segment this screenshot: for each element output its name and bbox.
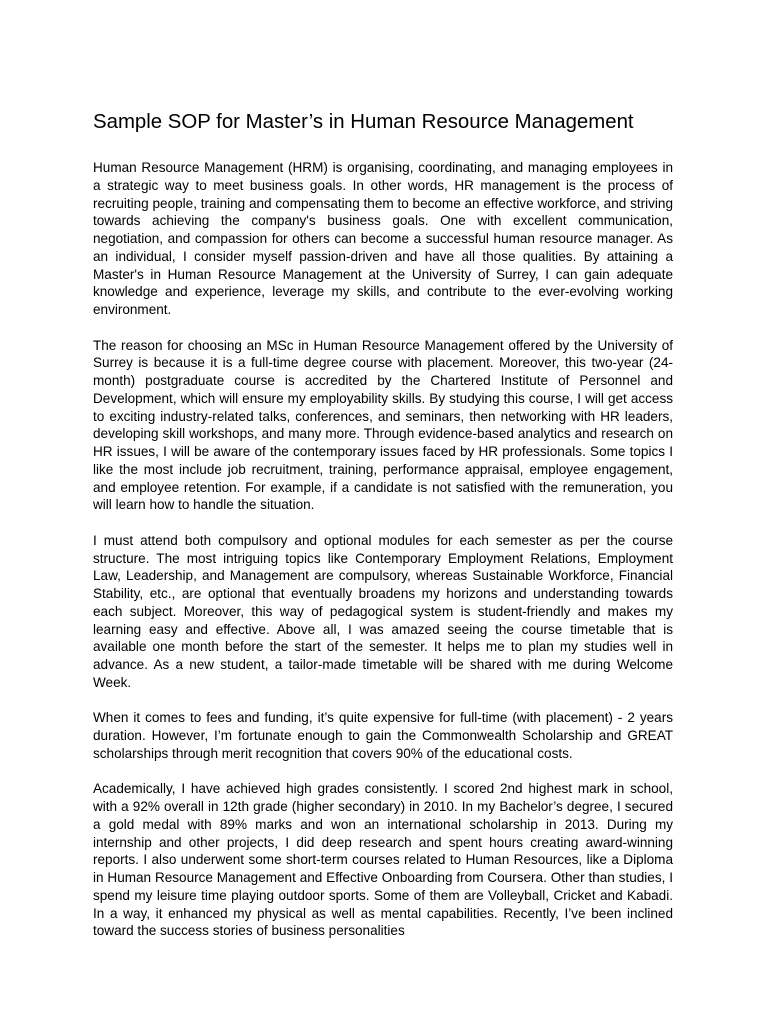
paragraph-modules: I must attend both compulsory and optional modules for each semester as per the course structure. The most intriguing topics like Contemporary Employment Relations, Employment Law, Leadership, and Management are compulsory, whereas Sustainable Workforce, Financial Stability, etc., are optional that eventually broadens my horizons and understanding towards each subject. Moreover, this way of pedagogical system is student-friendly and makes my learning easy and effective. Above all, I was amazed seeing the course timetable that is available one month before the start of the semester. It helps me to plan my studies well in advance. As a new student, a tailor-made timetable will be shared with me during Welcome Week. — [93, 532, 673, 690]
paragraph-fees-funding: When it comes to fees and funding, it’s quite expensive for full-time (with placement) - 2 years duration. However, I’m fortunate enough to gain the Commonwealth Scholarship and GREAT scholarships through merit recognition that covers 90% of the educational costs. — [93, 710, 673, 761]
document-title: Sample SOP for Master’s in Human Resource Management — [93, 111, 634, 133]
paragraph-academics: Academically, I have achieved high grades consistently. I scored 2nd highest mark in school, with a 92% overall in 12th grade (higher secondary) in 2010. In my Bachelor’s degree, I secured a gold medal with 89% marks and won an international scholarship in 2013. During my internship and other projects, I did deep research and spent hours creating award-winning reports. I also underwent some short-term courses related to Human Resources, like a Diploma in Human Resource Management and Effective Onboarding from Coursera. Other than studies, I spend my leisure time playing outdoor sports. Some of them are Volleyball, Cricket and Kabadi. In a way, it enhanced my physical as well as mental capabilities. Recently, I’ve been inclined toward the success stories of business personalities — [93, 781, 673, 939]
paragraph-course-choice: The reason for choosing an MSc in Human Resource Management offered by the University of Surrey is because it is a full-time degree course with placement. Moreover, this two-year (24-month) postgraduate course is accredited by the Chartered Institute of Personnel and Development, which will ensure my employability skills. By studying this course, I will get access to exciting industry-related talks, conferences, and seminars, then networking with HR leaders, developing skill workshops, and many more. Through evidence-based analytics and research on HR issues, I will be aware of the contemporary issues faced by HR professionals. Some topics I like the most include job recruitment, training, performance appraisal, employee engagement, and employee retention. For example, if a candidate is not satisfied with the remuneration, you will learn how to handle the situation. — [93, 337, 673, 513]
document-body — [93, 159, 673, 958]
paragraph-introduction: Human Resource Management (HRM) is organising, coordinating, and managing employees in a strategic way to meet business goals. In other words, HR management is the process of recruiting people, training and compensating them to become an effective workforce, and striving towards achieving the company's business goals. One with excellent communication, negotiation, and compassion for others can become a successful human resource manager. As an individual, I consider myself passion-driven and have all those qualities. By attaining a Master's in Human Resource Management at the University of Surrey, I can gain adequate knowledge and experience, leverage my skills, and contribute to the ever-evolving working environment. — [93, 160, 673, 317]
